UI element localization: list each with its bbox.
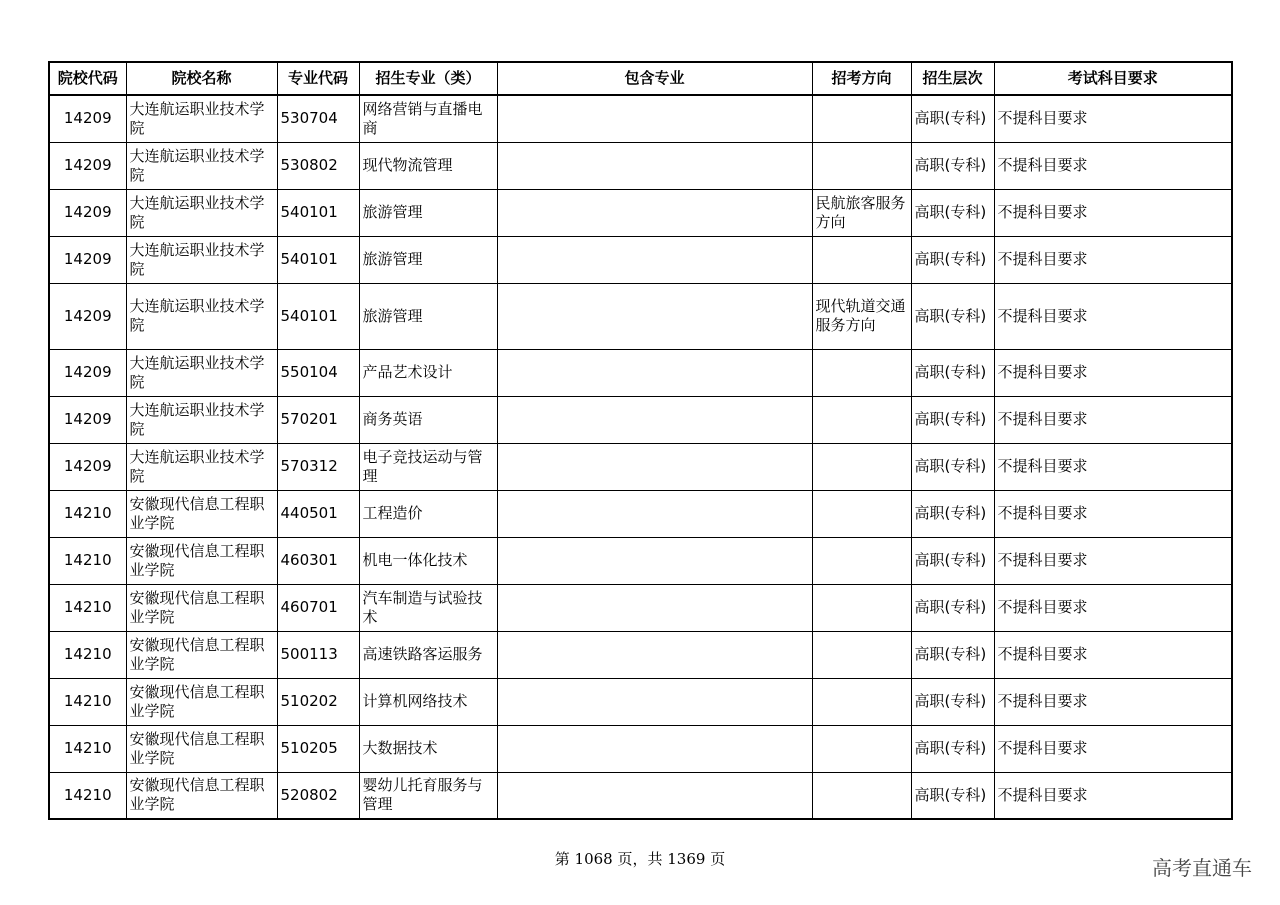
level-cell: 高职(专科) <box>911 283 994 349</box>
major-code-cell: 540101 <box>277 236 359 283</box>
direction-cell <box>812 95 911 142</box>
level-cell: 高职(专科) <box>911 725 994 772</box>
included-majors-cell <box>497 396 812 443</box>
school-name-cell: 大连航运职业技术学院 <box>126 443 277 490</box>
major-code-cell: 460701 <box>277 584 359 631</box>
school-code-cell: 14209 <box>49 349 126 396</box>
major-code-cell: 540101 <box>277 283 359 349</box>
level-cell: 高职(专科) <box>911 584 994 631</box>
school-name-cell: 大连航运职业技术学院 <box>126 189 277 236</box>
school-code-cell: 14209 <box>49 283 126 349</box>
table-row <box>49 678 1232 725</box>
included-majors-cell <box>497 283 812 349</box>
subject-requirement-cell: 不提科目要求 <box>994 725 1232 772</box>
direction-cell <box>812 236 911 283</box>
subject-requirement-cell: 不提科目要求 <box>994 349 1232 396</box>
header-cell: 院校名称 <box>126 62 277 95</box>
included-majors-cell <box>497 490 812 537</box>
watermark: 高考直通车 <box>1152 856 1252 880</box>
major-name-cell: 婴幼儿托育服务与管理 <box>359 772 497 819</box>
header-cell: 招生专业（类） <box>359 62 497 95</box>
subject-requirement-cell: 不提科目要求 <box>994 537 1232 584</box>
included-majors-cell <box>497 725 812 772</box>
major-name-cell: 电子竞技运动与管理 <box>359 443 497 490</box>
major-name-cell: 大数据技术 <box>359 725 497 772</box>
table-row <box>49 631 1232 678</box>
school-code-cell: 14210 <box>49 725 126 772</box>
table-row <box>49 772 1232 819</box>
direction-cell <box>812 772 911 819</box>
table-row <box>49 95 1232 142</box>
level-cell: 高职(专科) <box>911 236 994 283</box>
level-cell: 高职(专科) <box>911 349 994 396</box>
level-cell: 高职(专科) <box>911 189 994 236</box>
level-cell: 高职(专科) <box>911 631 994 678</box>
school-name-cell: 安徽现代信息工程职业学院 <box>126 490 277 537</box>
major-name-cell: 工程造价 <box>359 490 497 537</box>
table-row <box>49 349 1232 396</box>
subject-requirement-cell: 不提科目要求 <box>994 142 1232 189</box>
school-code-cell: 14209 <box>49 142 126 189</box>
school-name-cell: 安徽现代信息工程职业学院 <box>126 537 277 584</box>
included-majors-cell <box>497 678 812 725</box>
school-name-cell: 大连航运职业技术学院 <box>126 142 277 189</box>
major-name-cell: 高速铁路客运服务 <box>359 631 497 678</box>
major-code-cell: 570201 <box>277 396 359 443</box>
major-name-cell: 计算机网络技术 <box>359 678 497 725</box>
header-row <box>49 62 1232 95</box>
level-cell: 高职(专科) <box>911 678 994 725</box>
subject-requirement-cell: 不提科目要求 <box>994 443 1232 490</box>
major-code-cell: 510205 <box>277 725 359 772</box>
school-code-cell: 14209 <box>49 189 126 236</box>
direction-cell <box>812 631 911 678</box>
level-cell: 高职(专科) <box>911 396 994 443</box>
subject-requirement-cell: 不提科目要求 <box>994 236 1232 283</box>
subject-requirement-cell: 不提科目要求 <box>994 189 1232 236</box>
school-code-cell: 14210 <box>49 631 126 678</box>
school-code-cell: 14209 <box>49 443 126 490</box>
direction-cell <box>812 678 911 725</box>
direction-cell <box>812 396 911 443</box>
school-code-cell: 14210 <box>49 584 126 631</box>
table-row <box>49 142 1232 189</box>
school-code-cell: 14209 <box>49 396 126 443</box>
subject-requirement-cell: 不提科目要求 <box>994 283 1232 349</box>
table-row <box>49 584 1232 631</box>
direction-cell <box>812 584 911 631</box>
major-code-cell: 440501 <box>277 490 359 537</box>
school-name-cell: 安徽现代信息工程职业学院 <box>126 725 277 772</box>
school-name-cell: 大连航运职业技术学院 <box>126 283 277 349</box>
included-majors-cell <box>497 772 812 819</box>
level-cell: 高职(专科) <box>911 537 994 584</box>
major-code-cell: 540101 <box>277 189 359 236</box>
table-row <box>49 443 1232 490</box>
table-row <box>49 189 1232 236</box>
direction-cell <box>812 490 911 537</box>
table-row <box>49 283 1232 349</box>
subject-requirement-cell: 不提科目要求 <box>994 631 1232 678</box>
school-name-cell: 安徽现代信息工程职业学院 <box>126 678 277 725</box>
major-code-cell: 500113 <box>277 631 359 678</box>
level-cell: 高职(专科) <box>911 142 994 189</box>
included-majors-cell <box>497 142 812 189</box>
school-name-cell: 安徽现代信息工程职业学院 <box>126 631 277 678</box>
included-majors-cell <box>497 349 812 396</box>
school-code-cell: 14209 <box>49 95 126 142</box>
school-code-cell: 14210 <box>49 490 126 537</box>
included-majors-cell <box>497 236 812 283</box>
subject-requirement-cell: 不提科目要求 <box>994 490 1232 537</box>
included-majors-cell <box>497 443 812 490</box>
major-name-cell: 产品艺术设计 <box>359 349 497 396</box>
subject-requirement-cell: 不提科目要求 <box>994 396 1232 443</box>
major-code-cell: 510202 <box>277 678 359 725</box>
included-majors-cell <box>497 631 812 678</box>
school-code-cell: 14210 <box>49 678 126 725</box>
included-majors-cell <box>497 537 812 584</box>
major-name-cell: 旅游管理 <box>359 189 497 236</box>
major-code-cell: 460301 <box>277 537 359 584</box>
subject-requirement-cell: 不提科目要求 <box>994 584 1232 631</box>
school-name-cell: 大连航运职业技术学院 <box>126 396 277 443</box>
included-majors-cell <box>497 95 812 142</box>
header-cell: 招生层次 <box>911 62 994 95</box>
school-code-cell: 14209 <box>49 236 126 283</box>
school-name-cell: 大连航运职业技术学院 <box>126 236 277 283</box>
table-row <box>49 236 1232 283</box>
table-row <box>49 725 1232 772</box>
school-code-cell: 14210 <box>49 772 126 819</box>
included-majors-cell <box>497 584 812 631</box>
admissions-table <box>48 61 1233 820</box>
major-name-cell: 商务英语 <box>359 396 497 443</box>
table-row <box>49 490 1232 537</box>
major-name-cell: 汽车制造与试验技术 <box>359 584 497 631</box>
header-cell: 专业代码 <box>277 62 359 95</box>
school-name-cell: 安徽现代信息工程职业学院 <box>126 772 277 819</box>
header-cell: 招考方向 <box>812 62 911 95</box>
major-name-cell: 机电一体化技术 <box>359 537 497 584</box>
subject-requirement-cell: 不提科目要求 <box>994 678 1232 725</box>
level-cell: 高职(专科) <box>911 772 994 819</box>
major-name-cell: 现代物流管理 <box>359 142 497 189</box>
major-code-cell: 530802 <box>277 142 359 189</box>
major-name-cell: 旅游管理 <box>359 283 497 349</box>
major-code-cell: 570312 <box>277 443 359 490</box>
major-code-cell: 530704 <box>277 95 359 142</box>
direction-cell <box>812 443 911 490</box>
direction-cell: 现代轨道交通服务方向 <box>812 283 911 349</box>
direction-cell <box>812 142 911 189</box>
school-name-cell: 大连航运职业技术学院 <box>126 95 277 142</box>
level-cell: 高职(专科) <box>911 95 994 142</box>
table-row <box>49 396 1232 443</box>
direction-cell <box>812 349 911 396</box>
subject-requirement-cell: 不提科目要求 <box>994 95 1232 142</box>
major-name-cell: 旅游管理 <box>359 236 497 283</box>
included-majors-cell <box>497 189 812 236</box>
school-name-cell: 大连航运职业技术学院 <box>126 349 277 396</box>
direction-cell: 民航旅客服务方向 <box>812 189 911 236</box>
direction-cell <box>812 725 911 772</box>
header-cell: 包含专业 <box>497 62 812 95</box>
subject-requirement-cell: 不提科目要求 <box>994 772 1232 819</box>
level-cell: 高职(专科) <box>911 490 994 537</box>
major-code-cell: 550104 <box>277 349 359 396</box>
direction-cell <box>812 537 911 584</box>
table-body <box>49 95 1232 819</box>
school-name-cell: 安徽现代信息工程职业学院 <box>126 584 277 631</box>
major-code-cell: 520802 <box>277 772 359 819</box>
page-footer: 第 1068 页，共 1369 页 <box>554 850 726 868</box>
level-cell: 高职(专科) <box>911 443 994 490</box>
major-name-cell: 网络营销与直播电商 <box>359 95 497 142</box>
school-code-cell: 14210 <box>49 537 126 584</box>
header-cell: 考试科目要求 <box>994 62 1232 95</box>
table-row <box>49 537 1232 584</box>
header-cell: 院校代码 <box>49 62 126 95</box>
